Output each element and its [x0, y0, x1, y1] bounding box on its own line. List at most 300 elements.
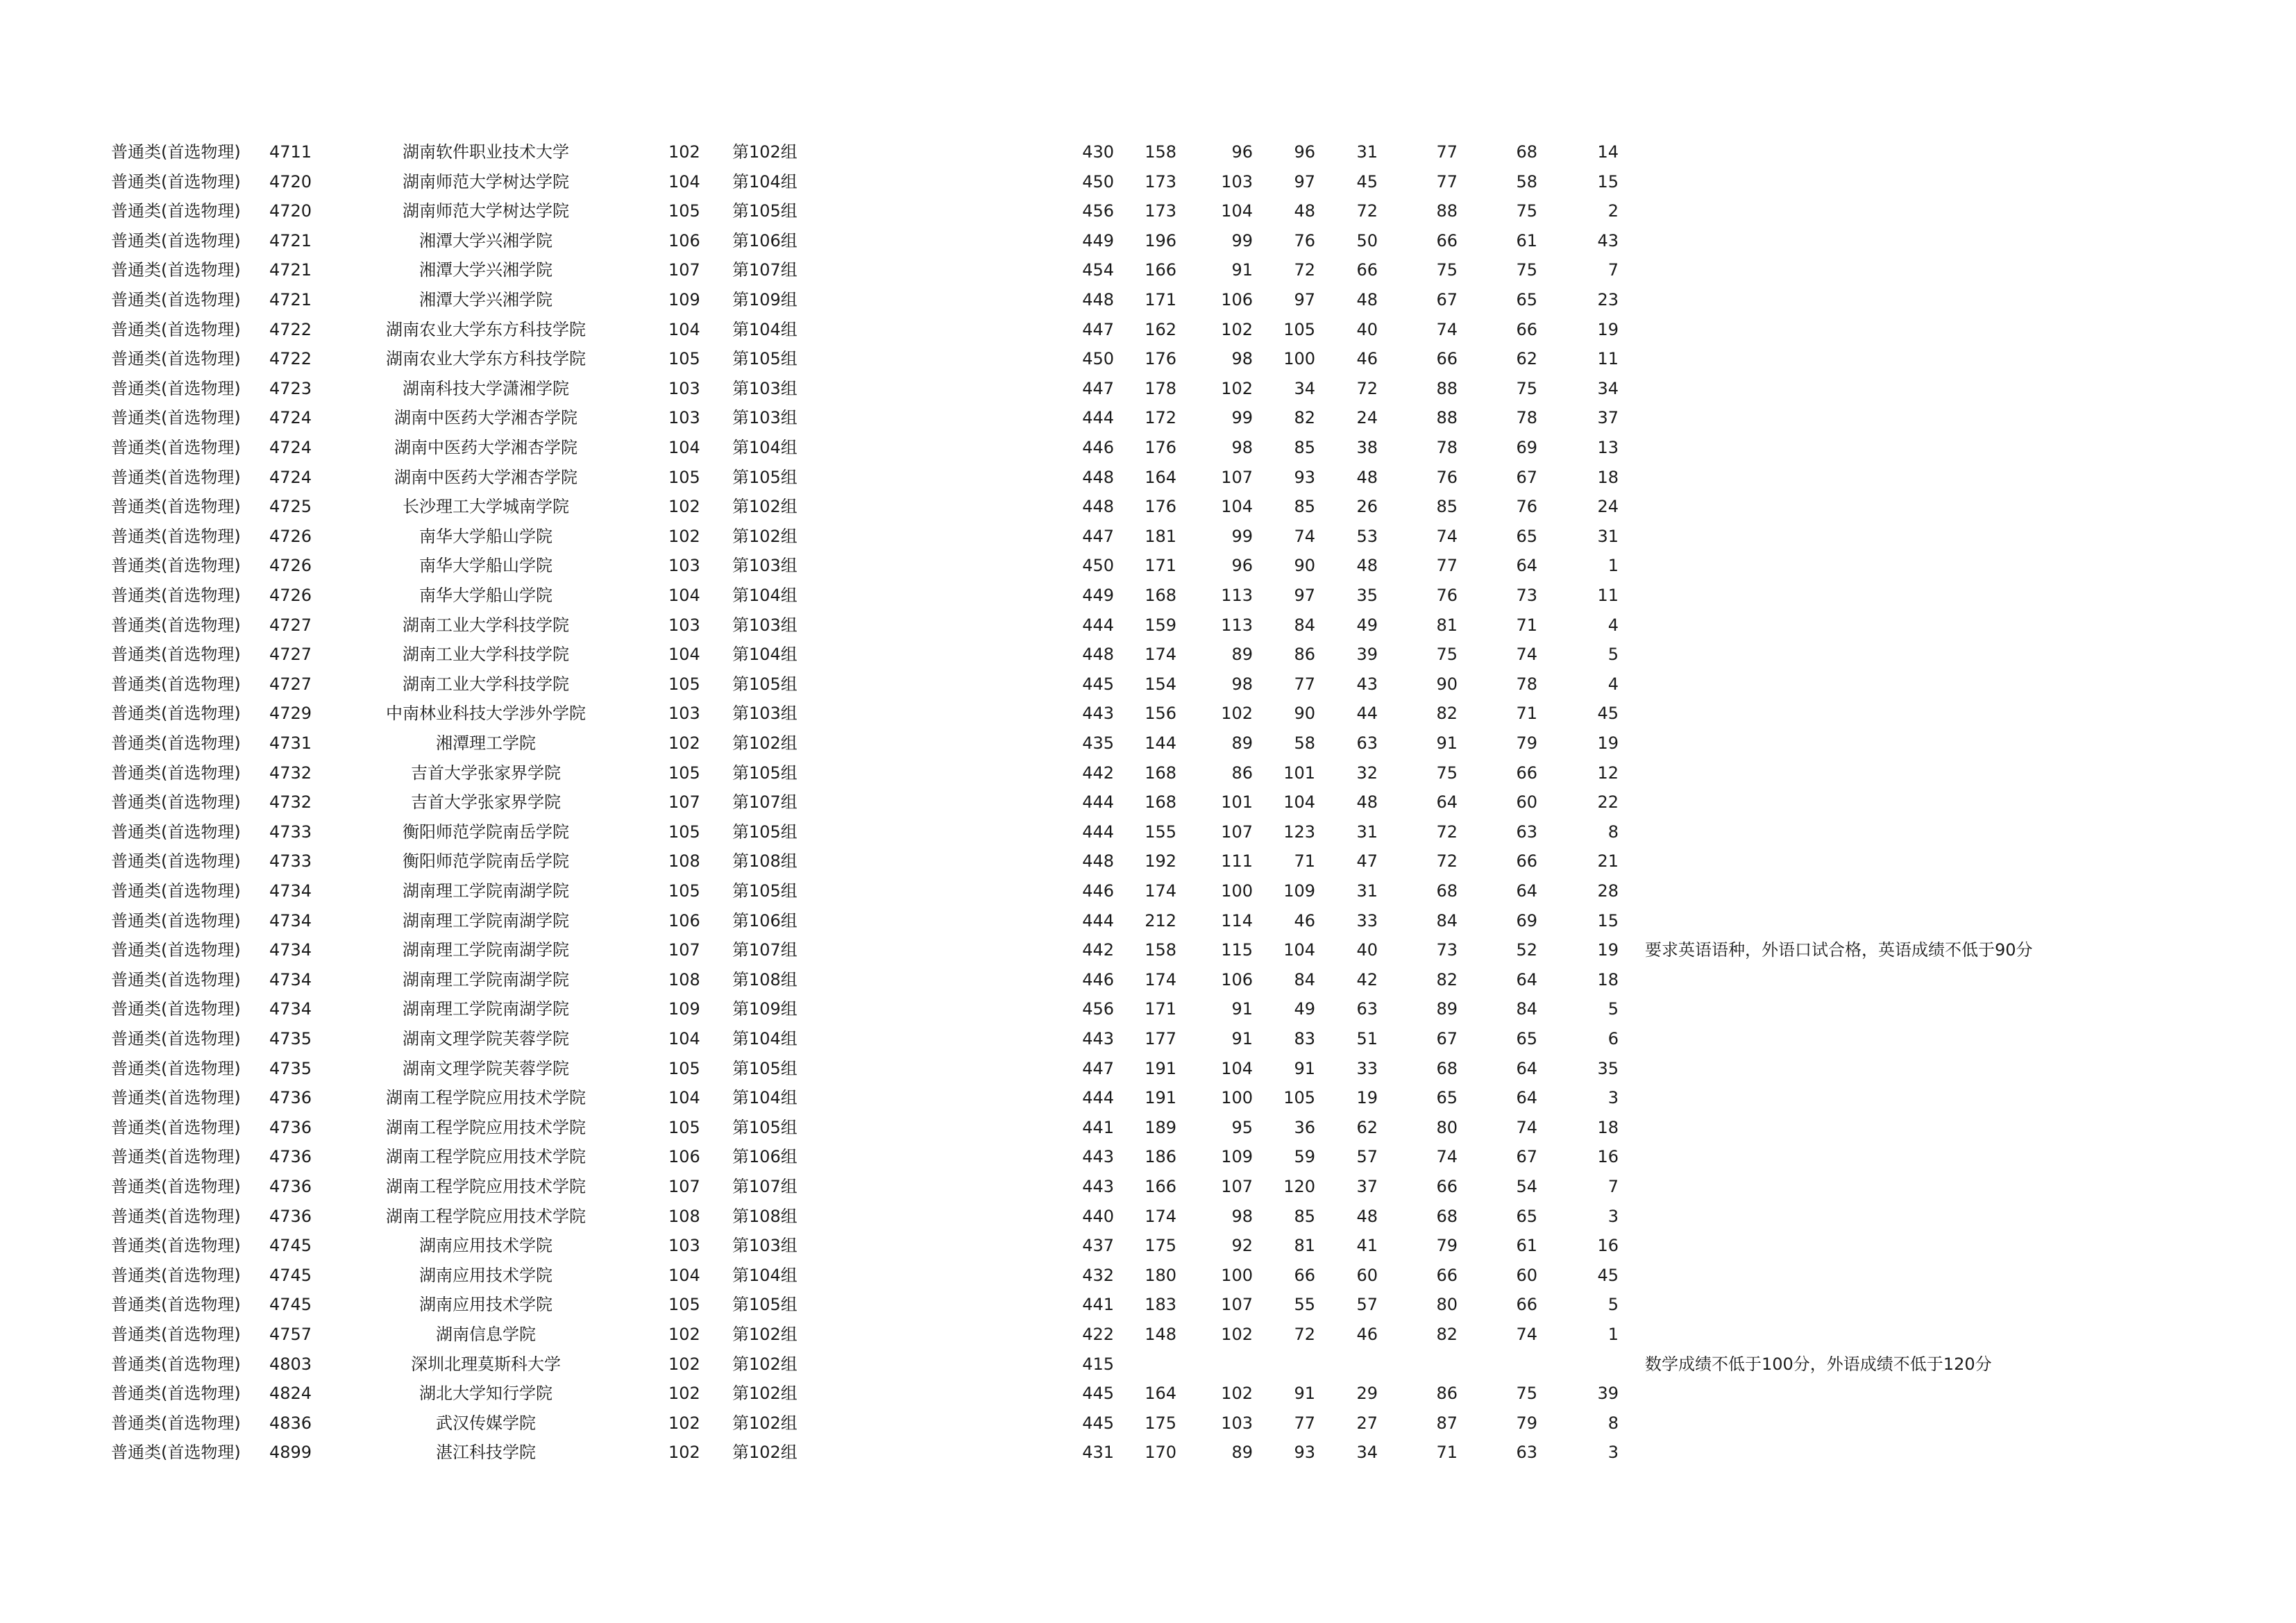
category-cell: 普通类(首选物理): [111, 230, 241, 250]
score-col-4-cell: 97: [1294, 171, 1315, 192]
note-cell: [1645, 1113, 2270, 1142]
table-row: [0, 255, 2296, 284]
school-code-cell: 4721: [269, 260, 312, 280]
category-cell: 普通类(首选物理): [111, 1029, 241, 1048]
group-name-cell: 第105组: [732, 822, 797, 842]
category-cell: 普通类(首选物理): [111, 260, 241, 280]
group-code-cell: 104: [668, 438, 700, 457]
score-col-8-cell: 8: [1607, 1413, 1619, 1433]
table-row: [0, 315, 2296, 344]
note-cell: [1645, 1290, 2270, 1319]
note-cell: [1645, 876, 2270, 906]
school-name-cell: 湖南理工学院南湖学院: [403, 881, 569, 901]
group-name-cell: 第103组: [732, 1236, 797, 1256]
group-code-cell: 105: [668, 822, 700, 842]
score-col-7-cell: 74: [1516, 1325, 1537, 1344]
school-name-cell: 湖南信息学院: [436, 1325, 536, 1344]
school-name-cell: 湖南工程学院应用技术学院: [386, 1206, 586, 1226]
school-name-cell: 衡阳师范学院南岳学院: [403, 822, 569, 842]
score-col-8-cell: 3: [1607, 1206, 1619, 1226]
school-code-cell: 4727: [269, 645, 312, 665]
min-score-cell: 448: [1082, 497, 1114, 517]
group-code-cell: 104: [668, 1029, 700, 1048]
school-name-cell: 湖南理工学院南湖学院: [403, 940, 569, 960]
score-col-7-cell: 78: [1516, 408, 1537, 428]
school-code-cell: 4727: [269, 615, 312, 635]
score-col-4-cell: 90: [1294, 556, 1315, 576]
score-col-4-cell: 74: [1294, 526, 1315, 546]
min-score-cell: 447: [1082, 319, 1114, 339]
score-col-6-cell: 74: [1436, 526, 1458, 546]
note-cell: [1645, 611, 2270, 640]
score-col-5-cell: 31: [1356, 881, 1378, 901]
score-col-2-cell: 176: [1145, 438, 1176, 457]
note-cell: 要求英语语种，外语口试合格，英语成绩不低于90分: [1645, 940, 2033, 960]
min-score-cell: 445: [1082, 1384, 1114, 1404]
score-col-7-cell: 66: [1516, 851, 1537, 872]
score-col-2-cell: 189: [1145, 1117, 1176, 1137]
score-col-3-cell: 107: [1221, 467, 1253, 487]
group-code-cell: 105: [668, 763, 700, 783]
score-col-3-cell: 98: [1231, 349, 1253, 369]
score-col-6-cell: 67: [1436, 1029, 1458, 1048]
min-score-cell: 444: [1082, 910, 1114, 931]
group-code-cell: 107: [668, 940, 700, 960]
score-col-4-cell: 105: [1283, 1088, 1315, 1108]
school-name-cell: 深圳北理莫斯科大学: [411, 1354, 561, 1374]
table-row: [0, 1083, 2296, 1112]
note-cell: [1645, 670, 2270, 699]
group-name-cell: 第107组: [732, 1177, 797, 1196]
score-col-3-cell: 115: [1221, 940, 1253, 960]
score-col-6-cell: 72: [1436, 851, 1458, 872]
group-name-cell: 第104组: [732, 1029, 797, 1048]
min-score-cell: 446: [1082, 969, 1114, 989]
score-col-2-cell: 168: [1145, 586, 1176, 605]
score-col-3-cell: 102: [1221, 1384, 1253, 1404]
score-col-2-cell: 175: [1145, 1413, 1176, 1433]
group-code-cell: 104: [668, 586, 700, 605]
score-col-3-cell: 106: [1221, 969, 1253, 989]
score-col-2-cell: 156: [1145, 704, 1176, 724]
score-col-3-cell: 111: [1221, 851, 1253, 872]
score-col-3-cell: 95: [1231, 1117, 1253, 1137]
score-col-5-cell: 41: [1356, 1236, 1378, 1256]
score-col-6-cell: 68: [1436, 1058, 1458, 1078]
category-cell: 普通类(首选物理): [111, 467, 241, 487]
school-code-cell: 4711: [269, 142, 312, 162]
score-col-6-cell: 67: [1436, 290, 1458, 309]
min-score-cell: 444: [1082, 792, 1114, 813]
score-col-4-cell: 104: [1283, 940, 1315, 960]
score-col-7-cell: 65: [1516, 290, 1537, 309]
score-col-8-cell: [1570, 1350, 1619, 1379]
score-col-2-cell: 173: [1145, 171, 1176, 192]
min-score-cell: 448: [1082, 851, 1114, 872]
score-col-4-cell: 76: [1294, 230, 1315, 250]
school-name-cell: 湖南工业大学科技学院: [403, 645, 569, 665]
min-score-cell: 441: [1082, 1117, 1114, 1137]
note-cell: [1645, 1024, 2270, 1053]
score-col-3-cell: 107: [1221, 1177, 1253, 1196]
score-col-5-cell: 62: [1356, 1117, 1378, 1137]
score-col-6-cell: 90: [1436, 674, 1458, 694]
score-col-3-cell: 103: [1221, 171, 1253, 192]
score-col-4-cell: 77: [1294, 1413, 1315, 1433]
score-col-4-cell: [1267, 1350, 1315, 1379]
score-col-6-cell: 65: [1436, 1088, 1458, 1108]
min-score-cell: 448: [1082, 645, 1114, 665]
school-name-cell: 湖南工程学院应用技术学院: [386, 1117, 586, 1137]
score-col-5-cell: 40: [1356, 319, 1378, 339]
min-score-cell: 448: [1082, 467, 1114, 487]
score-col-3-cell: 86: [1231, 763, 1253, 783]
score-col-7-cell: 78: [1516, 674, 1537, 694]
score-col-5-cell: 39: [1356, 645, 1378, 665]
category-cell: 普通类(首选物理): [111, 171, 241, 192]
school-name-cell: 武汉传媒学院: [436, 1413, 536, 1433]
table-row: [0, 1350, 2296, 1379]
score-col-4-cell: 109: [1283, 881, 1315, 901]
group-code-cell: 107: [668, 1177, 700, 1196]
school-name-cell: 湘潭大学兴湘学院: [419, 290, 552, 309]
score-col-2-cell: 168: [1145, 792, 1176, 813]
score-col-8-cell: 1: [1607, 556, 1619, 576]
score-col-4-cell: 100: [1283, 349, 1315, 369]
score-col-5-cell: 49: [1356, 615, 1378, 635]
group-name-cell: 第104组: [732, 645, 797, 665]
score-col-4-cell: 96: [1294, 142, 1315, 162]
school-code-cell: 4732: [269, 763, 312, 783]
score-col-5-cell: 26: [1356, 497, 1378, 517]
school-code-cell: 4733: [269, 851, 312, 872]
score-col-2-cell: [1128, 1350, 1176, 1379]
score-col-2-cell: 178: [1145, 378, 1176, 398]
score-col-2-cell: 171: [1145, 999, 1176, 1019]
score-col-6-cell: 75: [1436, 645, 1458, 665]
score-col-5-cell: 66: [1356, 260, 1378, 280]
group-name-cell: 第105组: [732, 1058, 797, 1078]
category-cell: 普通类(首选物理): [111, 1354, 241, 1374]
group-code-cell: 105: [668, 201, 700, 221]
school-code-cell: 4899: [269, 1443, 312, 1463]
score-col-5-cell: 48: [1356, 792, 1378, 813]
min-score-cell: 445: [1082, 1413, 1114, 1433]
score-col-5-cell: 31: [1356, 822, 1378, 842]
score-col-3-cell: 89: [1231, 1443, 1253, 1463]
score-col-7-cell: 79: [1516, 1413, 1537, 1433]
note-cell: [1645, 315, 2270, 344]
score-col-8-cell: 13: [1597, 438, 1619, 457]
school-name-cell: 湖南文理学院芙蓉学院: [403, 1058, 569, 1078]
category-cell: 普通类(首选物理): [111, 378, 241, 398]
group-code-cell: 102: [668, 1413, 700, 1433]
table-row: [0, 935, 2296, 965]
score-col-7-cell: 62: [1516, 349, 1537, 369]
score-col-6-cell: 74: [1436, 319, 1458, 339]
score-col-6-cell: 76: [1436, 586, 1458, 605]
score-col-6-cell: 75: [1436, 260, 1458, 280]
score-col-7-cell: 69: [1516, 910, 1537, 931]
score-col-2-cell: 174: [1145, 1206, 1176, 1226]
score-col-7-cell: 63: [1516, 822, 1537, 842]
note-cell: [1645, 492, 2270, 521]
group-name-cell: 第105组: [732, 349, 797, 369]
school-name-cell: 湖南应用技术学院: [419, 1265, 552, 1285]
group-name-cell: 第108组: [732, 969, 797, 989]
school-code-cell: 4733: [269, 822, 312, 842]
score-col-2-cell: 196: [1145, 230, 1176, 250]
score-col-8-cell: 7: [1607, 260, 1619, 280]
score-col-8-cell: 16: [1597, 1236, 1619, 1256]
note-cell: [1645, 403, 2270, 432]
score-col-3-cell: 100: [1221, 1265, 1253, 1285]
table-row: [0, 433, 2296, 462]
score-col-4-cell: 83: [1294, 1029, 1315, 1048]
school-name-cell: 吉首大学张家界学院: [411, 792, 561, 813]
note-cell: [1645, 167, 2270, 196]
school-code-cell: 4722: [269, 349, 312, 369]
category-cell: 普通类(首选物理): [111, 822, 241, 842]
min-score-cell: 443: [1082, 1029, 1114, 1048]
score-col-2-cell: 186: [1145, 1147, 1176, 1167]
group-name-cell: 第103组: [732, 378, 797, 398]
note-cell: [1645, 906, 2270, 935]
score-col-2-cell: 173: [1145, 201, 1176, 221]
table-row: [0, 463, 2296, 492]
score-col-8-cell: 23: [1597, 290, 1619, 309]
score-col-7-cell: 64: [1516, 969, 1537, 989]
score-col-4-cell: 82: [1294, 408, 1315, 428]
score-col-8-cell: 16: [1597, 1147, 1619, 1167]
school-code-cell: 4720: [269, 171, 312, 192]
score-col-2-cell: 176: [1145, 497, 1176, 517]
group-name-cell: 第102组: [732, 1354, 797, 1374]
group-name-cell: 第102组: [732, 1413, 797, 1433]
table-row: [0, 1438, 2296, 1467]
note-cell: [1645, 1054, 2270, 1083]
group-name-cell: 第102组: [732, 733, 797, 753]
group-code-cell: 108: [668, 1206, 700, 1226]
score-col-2-cell: 171: [1145, 290, 1176, 309]
score-col-6-cell: 80: [1436, 1295, 1458, 1315]
score-col-5-cell: 34: [1356, 1443, 1378, 1463]
score-col-8-cell: 11: [1597, 586, 1619, 605]
category-cell: 普通类(首选物理): [111, 881, 241, 901]
score-col-2-cell: 170: [1145, 1443, 1176, 1463]
note-cell: [1645, 847, 2270, 876]
note-cell: [1645, 581, 2270, 610]
score-col-4-cell: 55: [1294, 1295, 1315, 1315]
group-name-cell: 第105组: [732, 201, 797, 221]
table-row: [0, 965, 2296, 994]
group-name-cell: 第103组: [732, 408, 797, 428]
group-code-cell: 106: [668, 910, 700, 931]
score-col-7-cell: 66: [1516, 319, 1537, 339]
min-score-cell: 449: [1082, 230, 1114, 250]
score-col-5-cell: 27: [1356, 1413, 1378, 1433]
score-col-6-cell: 77: [1436, 171, 1458, 192]
score-col-8-cell: 4: [1607, 615, 1619, 635]
score-col-6-cell: 66: [1436, 349, 1458, 369]
category-cell: 普通类(首选物理): [111, 1325, 241, 1344]
school-name-cell: 湖南中医药大学湘杏学院: [394, 467, 577, 487]
score-col-8-cell: 15: [1597, 910, 1619, 931]
score-col-4-cell: 120: [1283, 1177, 1315, 1196]
min-score-cell: 442: [1082, 763, 1114, 783]
min-score-cell: 456: [1082, 201, 1114, 221]
note-cell: [1645, 1083, 2270, 1112]
group-code-cell: 103: [668, 704, 700, 724]
score-col-6-cell: 74: [1436, 1147, 1458, 1167]
category-cell: 普通类(首选物理): [111, 526, 241, 546]
category-cell: 普通类(首选物理): [111, 319, 241, 339]
min-score-cell: 435: [1082, 733, 1114, 753]
score-col-5-cell: 48: [1356, 290, 1378, 309]
score-col-6-cell: 88: [1436, 378, 1458, 398]
min-score-cell: 445: [1082, 674, 1114, 694]
score-col-5-cell: 46: [1356, 1325, 1378, 1344]
score-col-2-cell: 164: [1145, 1384, 1176, 1404]
score-col-8-cell: 45: [1597, 1265, 1619, 1285]
school-code-cell: 4721: [269, 230, 312, 250]
school-code-cell: 4732: [269, 792, 312, 813]
table-row: [0, 876, 2296, 906]
score-col-5-cell: 50: [1356, 230, 1378, 250]
score-col-3-cell: 89: [1231, 733, 1253, 753]
score-col-4-cell: 34: [1294, 378, 1315, 398]
score-col-3-cell: 96: [1231, 556, 1253, 576]
score-col-7-cell: 64: [1516, 881, 1537, 901]
school-code-cell: 4734: [269, 999, 312, 1019]
score-col-2-cell: 166: [1145, 1177, 1176, 1196]
score-col-5-cell: 51: [1356, 1029, 1378, 1048]
school-code-cell: 4736: [269, 1117, 312, 1137]
school-name-cell: 湖南工程学院应用技术学院: [386, 1088, 586, 1108]
score-col-6-cell: 79: [1436, 1236, 1458, 1256]
school-code-cell: 4720: [269, 201, 312, 221]
score-col-6-cell: 66: [1436, 1265, 1458, 1285]
group-name-cell: 第107组: [732, 260, 797, 280]
category-cell: 普通类(首选物理): [111, 674, 241, 694]
score-col-4-cell: 77: [1294, 674, 1315, 694]
group-name-cell: 第105组: [732, 674, 797, 694]
category-cell: 普通类(首选物理): [111, 142, 241, 162]
category-cell: 普通类(首选物理): [111, 1265, 241, 1285]
group-code-cell: 104: [668, 171, 700, 192]
group-code-cell: 104: [668, 645, 700, 665]
group-code-cell: 104: [668, 1088, 700, 1108]
note-cell: [1645, 1409, 2270, 1438]
group-code-cell: 103: [668, 615, 700, 635]
group-name-cell: 第106组: [732, 1147, 797, 1167]
min-score-cell: 447: [1082, 378, 1114, 398]
score-col-8-cell: 3: [1607, 1088, 1619, 1108]
table-row: [0, 1172, 2296, 1201]
table-row: [0, 285, 2296, 314]
school-name-cell: 南华大学船山学院: [419, 586, 552, 605]
min-score-cell: 443: [1082, 704, 1114, 724]
min-score-cell: 443: [1082, 1177, 1114, 1196]
group-name-cell: 第107组: [732, 940, 797, 960]
score-col-5-cell: 63: [1356, 999, 1378, 1019]
note-cell: 数学成绩不低于100分，外语成绩不低于120分: [1645, 1354, 1992, 1374]
group-name-cell: 第104组: [732, 171, 797, 192]
table-row: [0, 167, 2296, 196]
category-cell: 普通类(首选物理): [111, 645, 241, 665]
note-cell: [1645, 551, 2270, 580]
group-code-cell: 105: [668, 349, 700, 369]
group-code-cell: 108: [668, 969, 700, 989]
school-name-cell: 湖南理工学院南湖学院: [403, 910, 569, 931]
score-col-6-cell: 71: [1436, 1443, 1458, 1463]
school-name-cell: 湖北大学知行学院: [419, 1384, 552, 1404]
score-col-3-cell: 99: [1231, 408, 1253, 428]
score-col-8-cell: 1: [1607, 1325, 1619, 1344]
note-cell: [1645, 1320, 2270, 1349]
score-col-7-cell: 75: [1516, 260, 1537, 280]
group-code-cell: 104: [668, 319, 700, 339]
score-col-6-cell: 72: [1436, 822, 1458, 842]
category-cell: 普通类(首选物理): [111, 349, 241, 369]
group-name-cell: 第106组: [732, 910, 797, 931]
score-col-8-cell: 6: [1607, 1029, 1619, 1048]
school-code-cell: 4735: [269, 1029, 312, 1048]
note-cell: [1645, 699, 2270, 728]
category-cell: 普通类(首选物理): [111, 1413, 241, 1433]
table-row: [0, 1113, 2296, 1142]
score-col-7-cell: 68: [1516, 142, 1537, 162]
group-code-cell: 103: [668, 408, 700, 428]
table-row: [0, 1202, 2296, 1231]
note-cell: [1645, 758, 2270, 788]
table-row: [0, 640, 2296, 669]
school-name-cell: 湖南师范大学树达学院: [403, 171, 569, 192]
group-code-cell: 102: [668, 1384, 700, 1404]
note-cell: [1645, 1202, 2270, 1231]
school-code-cell: 4725: [269, 497, 312, 517]
group-name-cell: 第109组: [732, 290, 797, 309]
min-score-cell: 437: [1082, 1236, 1114, 1256]
score-col-3-cell: 104: [1221, 201, 1253, 221]
min-score-cell: 432: [1082, 1265, 1114, 1285]
school-code-cell: 4734: [269, 910, 312, 931]
group-code-cell: 109: [668, 999, 700, 1019]
school-code-cell: 4824: [269, 1384, 312, 1404]
min-score-cell: 448: [1082, 290, 1114, 309]
score-col-6-cell: 82: [1436, 1325, 1458, 1344]
score-col-3-cell: 91: [1231, 1029, 1253, 1048]
score-col-7-cell: 65: [1516, 1029, 1537, 1048]
table-row: [0, 994, 2296, 1023]
score-col-3-cell: 102: [1221, 704, 1253, 724]
group-code-cell: 107: [668, 792, 700, 813]
category-cell: 普通类(首选物理): [111, 763, 241, 783]
score-col-5-cell: 45: [1356, 171, 1378, 192]
score-col-3-cell: 92: [1231, 1236, 1253, 1256]
score-col-6-cell: 76: [1436, 467, 1458, 487]
score-col-8-cell: 12: [1597, 763, 1619, 783]
score-col-8-cell: 21: [1597, 851, 1619, 872]
score-col-4-cell: 105: [1283, 319, 1315, 339]
school-name-cell: 湖南应用技术学院: [419, 1295, 552, 1315]
category-cell: 普通类(首选物理): [111, 792, 241, 813]
school-name-cell: 吉首大学张家界学院: [411, 763, 561, 783]
group-name-cell: 第106组: [732, 230, 797, 250]
note-cell: [1645, 226, 2270, 255]
group-code-cell: 105: [668, 674, 700, 694]
score-col-3-cell: 96: [1231, 142, 1253, 162]
